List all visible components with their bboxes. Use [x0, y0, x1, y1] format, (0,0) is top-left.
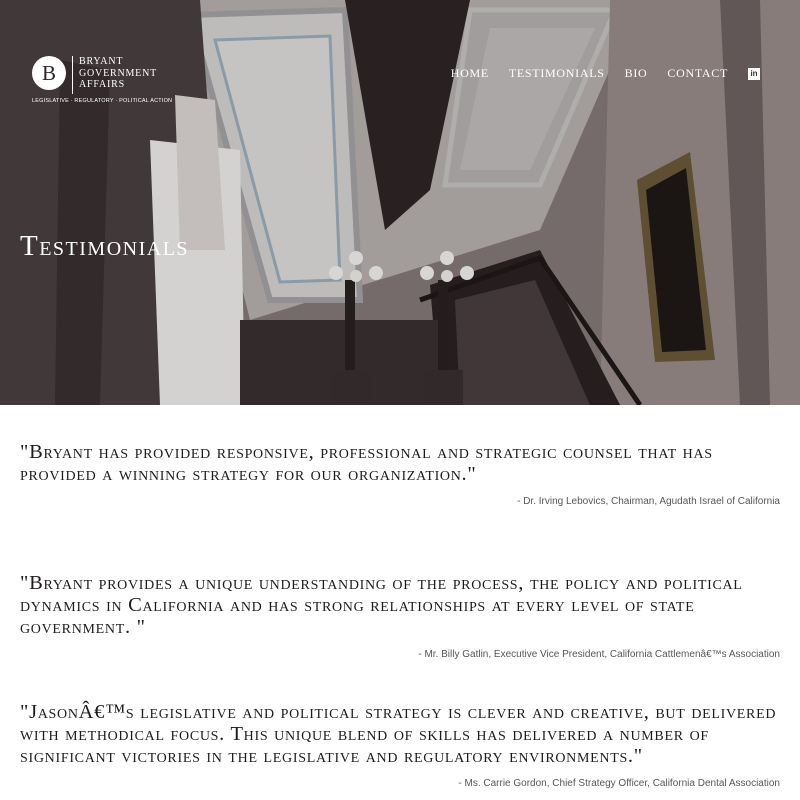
- testimonial-quote: "JasonÂ€™s legislative and political strategy is clever and creative, but delivered with methodical focus. This unique blend of skills has delivered a number of significant victories in the legislative and regulatory environments.": [20, 701, 777, 767]
- testimonial-item: [20, 701, 780, 789]
- brand-logo[interactable]: [32, 56, 192, 108]
- testimonial-attribution: - Ms. Carrie Gordon, Chief Strategy Officer, California Dental Association: [458, 778, 780, 789]
- testimonial-quote: "Bryant has provided responsive, professional and strategic counsel that has provided a winning strategy for our organization.": [20, 441, 713, 485]
- main-navigation: [431, 66, 760, 81]
- testimonial-quote: "Bryant provides a unique understanding of the process, the policy and political dynamics in California and has strong relationships at every level of state government. ": [20, 572, 743, 638]
- logo-monogram: B: [32, 56, 66, 90]
- nav-link-bio[interactable]: BIO: [624, 66, 648, 80]
- testimonial-attribution: - Dr. Irving Lebovics, Chairman, Agudath Israel of California: [517, 496, 780, 507]
- testimonial-item: [20, 441, 780, 507]
- logo-tagline: LEGISLATIVE · REGULATORY · POLITICAL ACTION: [32, 98, 173, 104]
- nav-link-home[interactable]: HOME: [450, 66, 489, 80]
- testimonial-attribution: - Mr. Billy Gatlin, Executive Vice President, California Cattlemenâ€™s Association: [418, 649, 780, 660]
- nav-link-contact[interactable]: CONTACT: [667, 66, 728, 80]
- testimonial-item: [20, 572, 780, 660]
- logo-name-line: AFFAIRS: [79, 79, 125, 90]
- nav-link-testimonials[interactable]: TESTIMONIALS: [508, 66, 605, 80]
- logo-name-line: GOVERNMENT: [79, 67, 157, 79]
- logo-wordmark: [79, 56, 199, 91]
- logo-name-line: BRYANT: [79, 56, 124, 67]
- page-title: Testimonials: [20, 230, 190, 262]
- logo-divider: [72, 56, 73, 94]
- linkedin-icon[interactable]: in: [748, 68, 760, 80]
